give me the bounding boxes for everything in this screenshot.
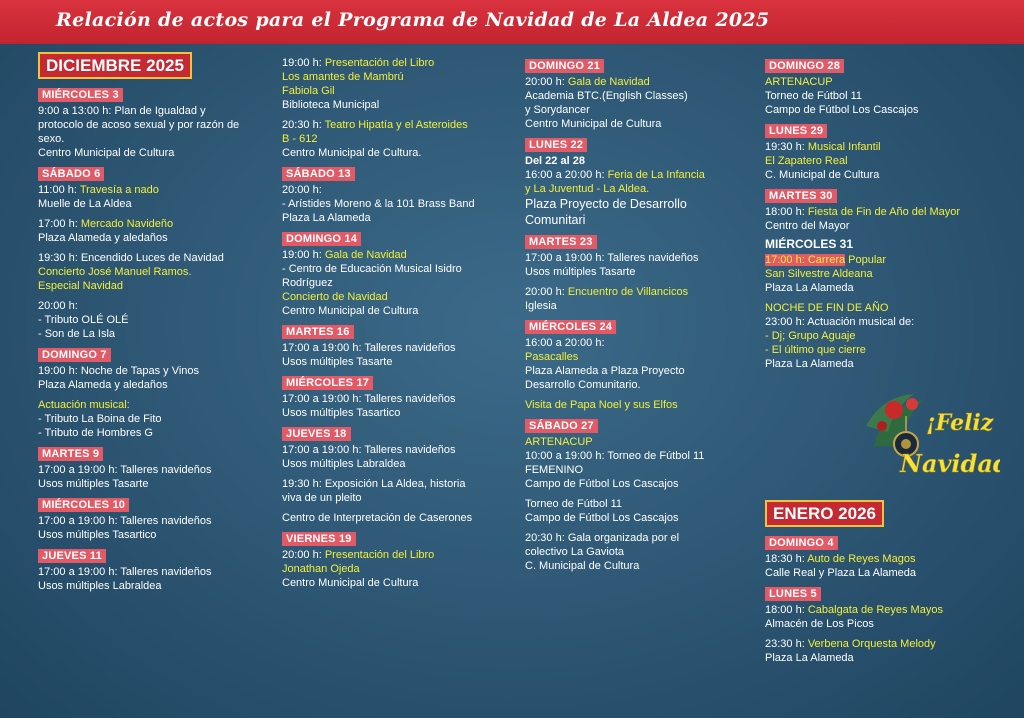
event-line <box>765 603 995 617</box>
event-highlight: - El último que cierre <box>765 344 866 356</box>
event-line <box>282 132 518 146</box>
event-text: C. Municipal de Cultura <box>525 560 640 572</box>
event-line <box>38 398 273 412</box>
day-block <box>525 232 757 313</box>
event-text: 19:00 h: Noche de Tapas y Vinos <box>38 365 200 377</box>
day-block <box>525 135 757 228</box>
day-block <box>38 444 273 491</box>
event-text: 19:30 h: Exposición La Aldea, historia <box>282 478 466 490</box>
event-line <box>282 392 518 406</box>
day-badge: JUEVES 18 <box>282 427 351 441</box>
event-text: sexo. <box>38 133 65 145</box>
event-text: Usos múltiples Labraldea <box>282 458 406 470</box>
event-text: FEMENINO <box>525 464 584 476</box>
event-line <box>282 70 518 84</box>
event-text: Plaza La Alameda <box>765 652 854 664</box>
event-line <box>525 336 757 350</box>
event-time: 19:00 h: <box>282 249 325 261</box>
day-badge: MIÉRCOLES 17 <box>282 376 373 390</box>
event-time: 18:00 h: <box>765 604 808 616</box>
event-line <box>765 343 995 357</box>
event-text: 17:00 a 19:00 h: Talleres navideños <box>38 515 212 527</box>
event-line <box>38 477 273 491</box>
event-line <box>765 637 995 651</box>
event-highlight: Concierto de Navidad <box>282 291 388 303</box>
event-line <box>282 276 518 290</box>
event-text: Centro del Mayor <box>765 220 850 232</box>
event-text: Usos múltiples Labraldea <box>38 580 162 592</box>
event-text: viva de un pleito <box>282 492 362 504</box>
day-badge: SÁBADO 13 <box>282 167 355 181</box>
event-highlight: Cabalgata de Reyes Mayos <box>807 604 943 616</box>
event-line <box>38 217 273 231</box>
event-text: Usos múltiples Tasarte <box>282 356 393 368</box>
event-highlight: Auto de Reyes Magos <box>807 553 916 565</box>
event-highlight: Concierto José Manuel Ramos. <box>38 266 192 278</box>
event-line <box>282 146 518 160</box>
day-badge: JUEVES 11 <box>38 549 106 563</box>
event-line <box>282 548 518 562</box>
event-text: Centro Municipal de Cultura. <box>282 147 422 159</box>
event-text: Usos múltiples Tasarte <box>525 266 636 278</box>
event-text: Campo de Fútbol Los Cascajos <box>765 104 919 116</box>
event-line <box>282 56 518 70</box>
event-line <box>525 265 757 279</box>
event-text: Centro Municipal de Cultura <box>282 577 419 589</box>
event-highlight: ARTENACUP <box>765 76 833 88</box>
event-line <box>38 313 273 327</box>
month-heading-january: ENERO 2026 <box>765 500 884 527</box>
event-time: 18:30 h: <box>765 553 808 565</box>
event-text: 17:00 a 19:00 h: Talleres navideños <box>282 342 456 354</box>
event-time: 20:00 h: <box>282 549 325 561</box>
event-highlight: Fabiola Gil <box>282 85 335 97</box>
event-line <box>525 168 757 182</box>
day-badge: SÁBADO 6 <box>38 167 104 181</box>
day-badge: SÁBADO 27 <box>525 419 598 433</box>
event-text: Biblioteca Municipal <box>282 99 380 111</box>
event-time: 16:00 a 20:00 h: <box>525 169 608 181</box>
day-block <box>282 373 518 420</box>
event-line <box>38 327 273 341</box>
event-highlight: Popular <box>845 254 887 266</box>
event-text: Torneo de Fútbol 11 <box>765 90 863 102</box>
event-text: Almacén de Los Picos <box>765 618 874 630</box>
column-4 <box>765 56 995 375</box>
event-line <box>38 378 273 392</box>
event-line <box>282 341 518 355</box>
event-highlight: Actuación musical: <box>38 399 130 411</box>
event-line <box>282 406 518 420</box>
day-badge: VIERNES 19 <box>282 532 356 546</box>
event-text: Campo de Fútbol Los Cascajos <box>525 478 679 490</box>
day-block <box>525 416 757 573</box>
title-bar <box>0 0 1024 44</box>
day-block <box>765 186 995 233</box>
event-text: Plaza La Alameda <box>765 358 854 370</box>
event-text: Del 22 al 28 <box>525 155 585 167</box>
event-highlight: Musical Infantil <box>807 141 881 153</box>
event-line <box>38 463 273 477</box>
event-line <box>765 168 995 182</box>
event-text: Plaza Alameda y aledaños <box>38 232 168 244</box>
event-line <box>282 457 518 471</box>
event-line <box>765 315 995 329</box>
event-text: Campo de Fútbol Los Cascajos <box>525 512 679 524</box>
day-block <box>38 495 273 542</box>
event-line <box>765 267 995 281</box>
day-block <box>38 85 273 160</box>
christmas-wreath-icon <box>864 386 1000 496</box>
event-line <box>38 146 273 160</box>
event-text: 10:00 a 19:00 h: Torneo de Fútbol 11 <box>525 450 705 462</box>
event-time: 23:30 h: <box>765 638 808 650</box>
event-text: - Tributo OLÉ OLÉ <box>38 314 129 326</box>
greeting-bottom: Navidad <box>900 449 1000 478</box>
event-line <box>765 651 995 665</box>
event-line <box>38 118 273 132</box>
event-highlight: Gala de Navidad <box>567 76 650 88</box>
event-text: Calle Real y Plaza La Alameda <box>765 567 917 579</box>
event-line <box>38 104 273 118</box>
event-text: Plaza La Alameda <box>282 212 371 224</box>
event-highlight: Travesía a nado <box>79 184 159 196</box>
event-line <box>282 576 518 590</box>
event-text: Plaza Alameda y aledaños <box>38 379 168 391</box>
event-line <box>38 299 273 313</box>
event-text: 20:30 h: Gala organizada por el <box>525 532 680 544</box>
event-line <box>765 552 995 566</box>
event-text: Usos múltiples Tasartico <box>38 529 157 541</box>
event-line <box>525 531 757 545</box>
day-list <box>525 56 757 573</box>
event-line <box>525 89 757 103</box>
event-line <box>765 205 995 219</box>
event-text: Plaza Proyecto de Desarrollo <box>525 197 687 211</box>
event-line <box>282 98 518 112</box>
day-badge: LUNES 29 <box>765 124 827 138</box>
event-line <box>282 197 518 211</box>
event-text: Desarrollo Comunitario. <box>525 379 641 391</box>
event-line <box>38 412 273 426</box>
event-line <box>525 212 757 228</box>
day-list <box>765 533 995 665</box>
day-badge: DOMINGO 4 <box>765 536 838 550</box>
greeting-top: ¡Feliz <box>926 410 994 436</box>
day-block <box>765 121 995 182</box>
event-line <box>525 103 757 117</box>
day-badge: DOMINGO 21 <box>525 59 604 73</box>
event-line <box>765 89 995 103</box>
event-text: - Arístides Moreno & la 101 Brass Band <box>282 198 475 210</box>
day-list <box>38 85 273 593</box>
event-highlight: Verbena Orquesta Melody <box>807 638 936 650</box>
event-time: 20:30 h: <box>282 119 325 131</box>
event-text: 17:00 a 19:00 h: Talleres navideños <box>525 252 699 264</box>
event-highlight: Jonathan Ojeda <box>282 563 360 575</box>
event-line <box>282 183 518 197</box>
event-text: Comunitari <box>525 213 586 227</box>
event-line <box>38 364 273 378</box>
event-line <box>765 103 995 117</box>
day-block <box>282 56 518 160</box>
event-line <box>282 118 518 132</box>
event-line <box>282 84 518 98</box>
event-highlight: Visita de Papa Noel y sus Elfos <box>525 399 678 411</box>
event-line <box>765 154 995 168</box>
event-text: Plaza La Alameda <box>765 282 854 294</box>
event-highlight: Encuentro de Villancicos <box>567 286 689 298</box>
event-line <box>765 253 995 267</box>
event-highlight: San Silvestre Aldeana <box>765 268 873 280</box>
event-line <box>525 559 757 573</box>
event-line <box>525 154 757 168</box>
event-highlight: B - 612 <box>282 133 318 145</box>
day-block <box>38 164 273 341</box>
event-line <box>282 477 518 491</box>
event-line <box>765 219 995 233</box>
event-line <box>282 511 518 525</box>
day-block <box>765 533 995 580</box>
event-line <box>525 497 757 511</box>
event-highlight: El Zapatero Real <box>765 155 848 167</box>
column-3 <box>525 56 757 577</box>
event-line <box>282 491 518 505</box>
day-block <box>282 424 518 525</box>
event-line <box>525 449 757 463</box>
event-line <box>38 183 273 197</box>
event-line <box>38 197 273 211</box>
day-block <box>282 164 518 225</box>
event-line <box>282 211 518 225</box>
event-highlight: NOCHE DE FIN DE AÑO <box>765 302 889 314</box>
event-line <box>282 290 518 304</box>
day-block <box>765 56 995 117</box>
event-highlight: Mercado Navideño <box>80 218 174 230</box>
event-time: 17:00 h: Carrera <box>765 254 846 266</box>
day-label: MIÉRCOLES 31 <box>765 237 854 251</box>
event-line <box>525 299 757 313</box>
event-line <box>525 117 757 131</box>
event-text: 17:00 a 19:00 h: Talleres navideños <box>282 393 456 405</box>
event-text: - Tributo de Hombres G <box>38 427 153 439</box>
day-badge: MIÉRCOLES 3 <box>38 88 123 102</box>
event-text: Torneo de Fútbol 11 <box>525 498 623 510</box>
event-text: Centro Municipal de Cultura <box>38 147 175 159</box>
event-line <box>525 364 757 378</box>
column-4-january <box>765 500 995 669</box>
event-line <box>525 463 757 477</box>
event-text: Iglesia <box>525 300 557 312</box>
event-text: 16:00 a 20:00 h: <box>525 337 605 349</box>
day-block <box>38 546 273 593</box>
event-text: - Centro de Educación Musical Isidro <box>282 263 462 275</box>
event-line <box>525 398 757 412</box>
event-text: Academia BTC.(English Classes) <box>525 90 688 102</box>
event-text: y Sorydancer <box>525 104 590 116</box>
event-line <box>282 355 518 369</box>
event-text: 9:00 a 13:00 h: Plan de Igualdad y <box>38 105 206 117</box>
column-2 <box>282 56 518 594</box>
event-highlight: Los amantes de Mambrú <box>282 71 404 83</box>
event-line <box>38 514 273 528</box>
event-time: 20:00 h: <box>525 286 568 298</box>
event-line <box>525 435 757 449</box>
event-highlight: Fiesta de Fin de Año del Mayor <box>807 206 961 218</box>
event-text: Centro de Interpretación de Caserones <box>282 512 473 524</box>
event-text: 20:00 h: <box>38 300 78 312</box>
feliz-navidad-badge <box>864 386 1000 496</box>
event-line <box>38 579 273 593</box>
event-text: 17:00 a 19:00 h: Talleres navideños <box>282 444 456 456</box>
event-line <box>765 301 995 315</box>
event-line <box>282 562 518 576</box>
event-line <box>765 357 995 371</box>
event-line <box>765 281 995 295</box>
day-badge: MARTES 9 <box>38 447 103 461</box>
event-text: - Son de La Isla <box>38 328 116 340</box>
event-highlight: Pasacalles <box>525 351 579 363</box>
event-line <box>525 182 757 196</box>
day-badge: LUNES 5 <box>765 587 821 601</box>
day-block <box>765 237 995 371</box>
day-list <box>765 56 995 371</box>
event-line <box>765 617 995 631</box>
event-text: Usos múltiples Tasartico <box>282 407 401 419</box>
event-line <box>282 248 518 262</box>
event-text: Rodríguez <box>282 277 333 289</box>
event-time: 19:00 h: <box>282 57 325 69</box>
event-line <box>525 545 757 559</box>
page-title: Relación de actos para el Programa de Navidad de La Aldea 2025 <box>56 9 770 31</box>
event-time: 11:00 h: <box>38 184 80 196</box>
event-highlight: Feria de La Infancia <box>607 169 705 181</box>
event-line <box>765 75 995 89</box>
event-line <box>525 477 757 491</box>
event-line <box>525 196 757 212</box>
event-time: 20:00 h: <box>525 76 568 88</box>
day-badge: MIÉRCOLES 10 <box>38 498 129 512</box>
event-text: Plaza Alameda a Plaza Proyecto <box>525 365 685 377</box>
event-line <box>525 350 757 364</box>
event-text: colectivo La Gaviota <box>525 546 625 558</box>
event-line <box>38 528 273 542</box>
event-highlight: Gala de Navidad <box>324 249 407 261</box>
event-highlight: ARTENACUP <box>525 436 593 448</box>
event-line <box>38 279 273 293</box>
day-block <box>38 345 273 440</box>
event-highlight: Presentación del Libro <box>324 549 435 561</box>
event-text: 19:30 h: Encendido Luces de Navidad <box>38 252 224 264</box>
day-badge: MARTES 23 <box>525 235 597 249</box>
event-line <box>525 511 757 525</box>
event-highlight: y La Juventud - La Aldea. <box>525 183 650 195</box>
day-block <box>765 584 995 665</box>
event-text: protocolo de acoso sexual y por razón de <box>38 119 240 131</box>
event-text: 17:00 a 19:00 h: Talleres navideños <box>38 464 212 476</box>
event-highlight: Especial Navidad <box>38 280 123 292</box>
event-highlight: Presentación del Libro <box>324 57 435 69</box>
day-block <box>282 529 518 590</box>
event-line <box>525 378 757 392</box>
day-badge: MIÉRCOLES 24 <box>525 320 616 334</box>
day-list <box>282 56 518 590</box>
event-text: Muelle de La Aldea <box>38 198 132 210</box>
day-badge: LUNES 22 <box>525 138 587 152</box>
day-badge: DOMINGO 28 <box>765 59 844 73</box>
event-line <box>38 132 273 146</box>
event-time: 19:30 h: <box>765 141 808 153</box>
event-line <box>765 566 995 580</box>
day-badge: DOMINGO 7 <box>38 348 111 362</box>
day-badge: MARTES 16 <box>282 325 354 339</box>
day-block <box>282 322 518 369</box>
event-line <box>38 426 273 440</box>
event-highlight: Teatro Hipatía y el Asteroides <box>324 119 468 131</box>
event-text: Centro Municipal de Cultura <box>525 118 662 130</box>
event-text: 20:00 h: <box>282 184 322 196</box>
event-text: C. Municipal de Cultura <box>765 169 880 181</box>
event-text: 23:00 h: Actuación musical de: <box>765 316 915 328</box>
event-text: - Tributo La Boina de Fito <box>38 413 162 425</box>
event-text: Usos múltiples Tasarte <box>38 478 149 490</box>
event-line <box>525 285 757 299</box>
event-line <box>525 251 757 265</box>
day-block <box>525 317 757 412</box>
month-heading-december: DICIEMBRE 2025 <box>38 52 192 79</box>
event-line <box>525 75 757 89</box>
day-block <box>525 56 757 131</box>
event-time: 17:00 h: <box>38 218 81 230</box>
event-line <box>38 565 273 579</box>
event-line <box>38 251 273 265</box>
event-line <box>765 140 995 154</box>
event-line <box>282 304 518 318</box>
event-text: 17:00 a 19:00 h: Talleres navideños <box>38 566 212 578</box>
event-text: Centro Municipal de Cultura <box>282 305 419 317</box>
day-badge: MARTES 30 <box>765 189 837 203</box>
event-line <box>282 443 518 457</box>
event-line <box>38 265 273 279</box>
day-badge: DOMINGO 14 <box>282 232 361 246</box>
event-line <box>38 231 273 245</box>
event-time: 18:00 h: <box>765 206 808 218</box>
column-1 <box>38 52 273 597</box>
day-block <box>282 229 518 318</box>
event-highlight: - Dj; Grupo Aguaje <box>765 330 856 342</box>
event-line <box>282 262 518 276</box>
event-line <box>765 329 995 343</box>
